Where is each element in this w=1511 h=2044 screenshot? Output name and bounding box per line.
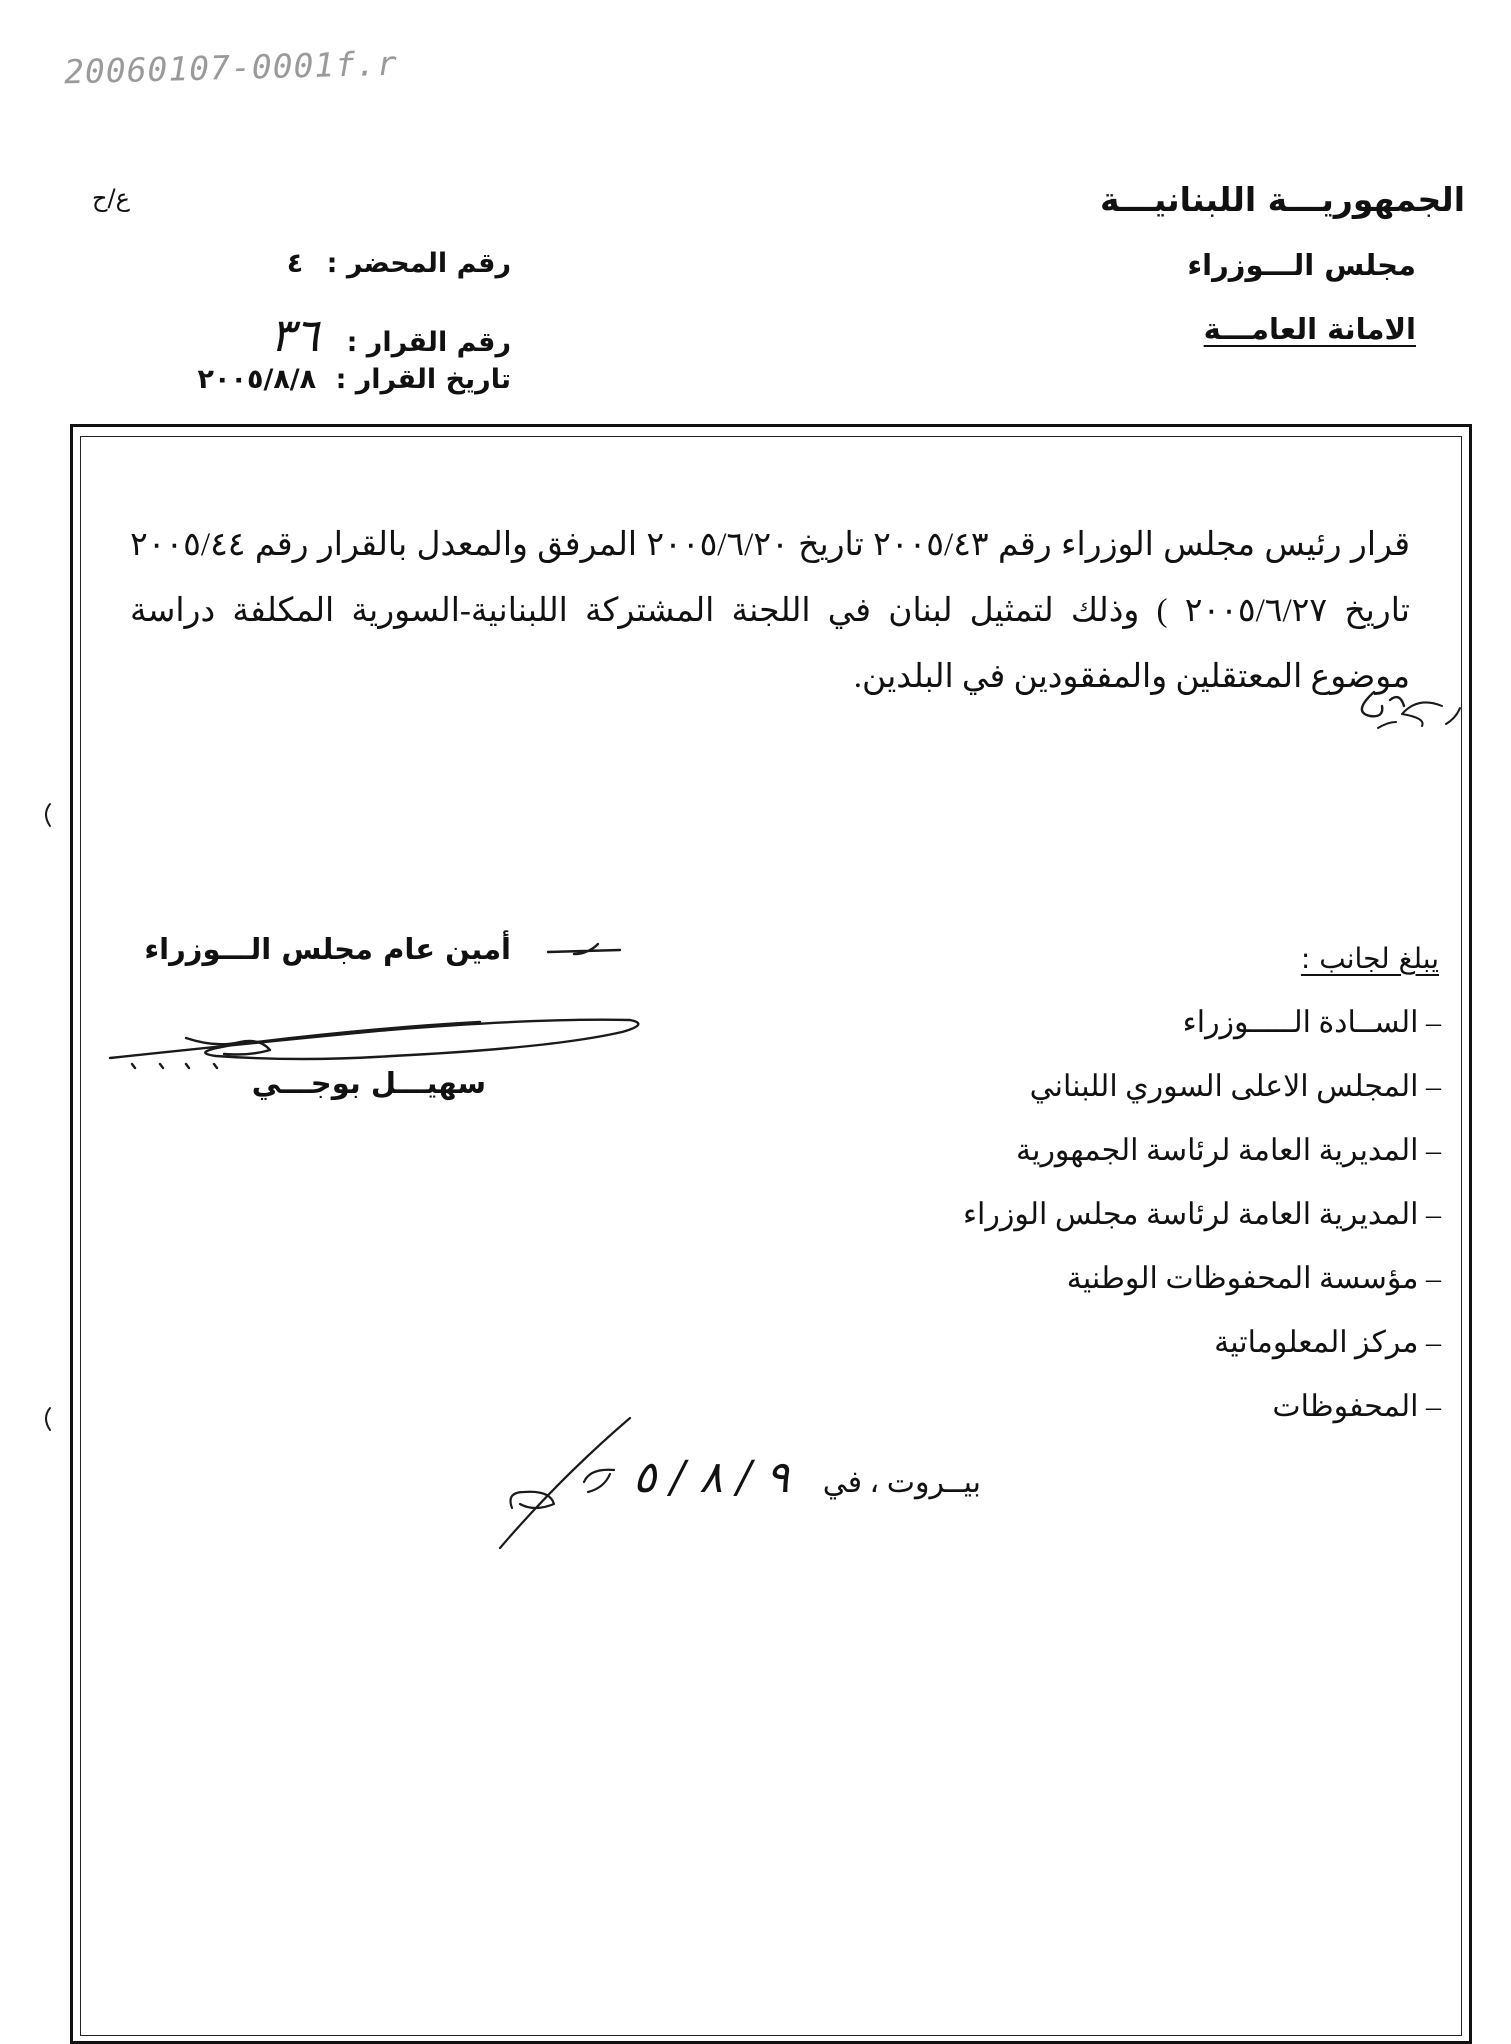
date-value: ٢٠٠٥/٨/٨ [197, 364, 317, 395]
minutes-value: ٤ [286, 248, 304, 279]
date-scribble [500, 1418, 630, 1548]
list-item: – المديرية العامة لرئاسة الجمهورية [1016, 1134, 1441, 1167]
decision-body-text: قرار رئيس مجلس الوزراء رقم ٢٠٠٥/٤٣ تاريخ ٢٠٠٥/٦/٢٠ المرفق والمعدل بالقرار رقم ٢٠٠٥/٤٤ تاريخ ٢٠٠٥/٦/٢٧ ) وذلك لتمثيل لبنان في اللجنة المشتركة اللبنانية-السورية المكلفة دراسة موضوع المعتقلين والمفقودين في البلدين. [130, 527, 1410, 695]
binder-mark [46, 804, 50, 826]
list-item: – المديرية العامة لرئاسة مجلس الوزراء [962, 1198, 1441, 1231]
place-label: بيــروت ، في [822, 1466, 981, 1499]
list-item: – مركز المعلوماتية [1214, 1326, 1441, 1359]
list-item: – مؤسسة المحفوظات الوطنية [1066, 1262, 1441, 1295]
decision-value: ٣٦ [269, 308, 320, 362]
signer-title: أمين عام مجلس الـــوزراء [144, 932, 511, 966]
republic-header: الجمهوريـــة اللبنانيـــة [1099, 180, 1465, 219]
initials-scribble [1378, 702, 1460, 728]
document-code: ع/ح [92, 184, 130, 212]
decision-label: رقم القرار : [346, 327, 511, 358]
list-item: – الســادة الـــــوزراء [1182, 1006, 1441, 1039]
binder-mark [46, 1408, 50, 1430]
date-label: تاريخ القرار : [335, 364, 511, 395]
signer-name: سهيـــل بوجـــي [251, 1066, 486, 1100]
handwritten-date: ٩ / ٨ / ٥ [632, 1452, 790, 1503]
title-dash [548, 944, 620, 954]
secretariat-header: الامانة العامـــة [1203, 312, 1416, 346]
distribution-title: يبلغ لجانب : [1300, 942, 1439, 975]
initials-mark [1362, 692, 1404, 716]
list-item: – المجلس الاعلى السوري اللبناني [1029, 1070, 1441, 1103]
council-header: مجلس الـــوزراء [1187, 248, 1416, 282]
list-item: – المحفوظات [1272, 1390, 1441, 1423]
archive-reference: 20060107-0001f.r [63, 43, 399, 92]
minutes-label: رقم المحضر : [326, 248, 511, 279]
